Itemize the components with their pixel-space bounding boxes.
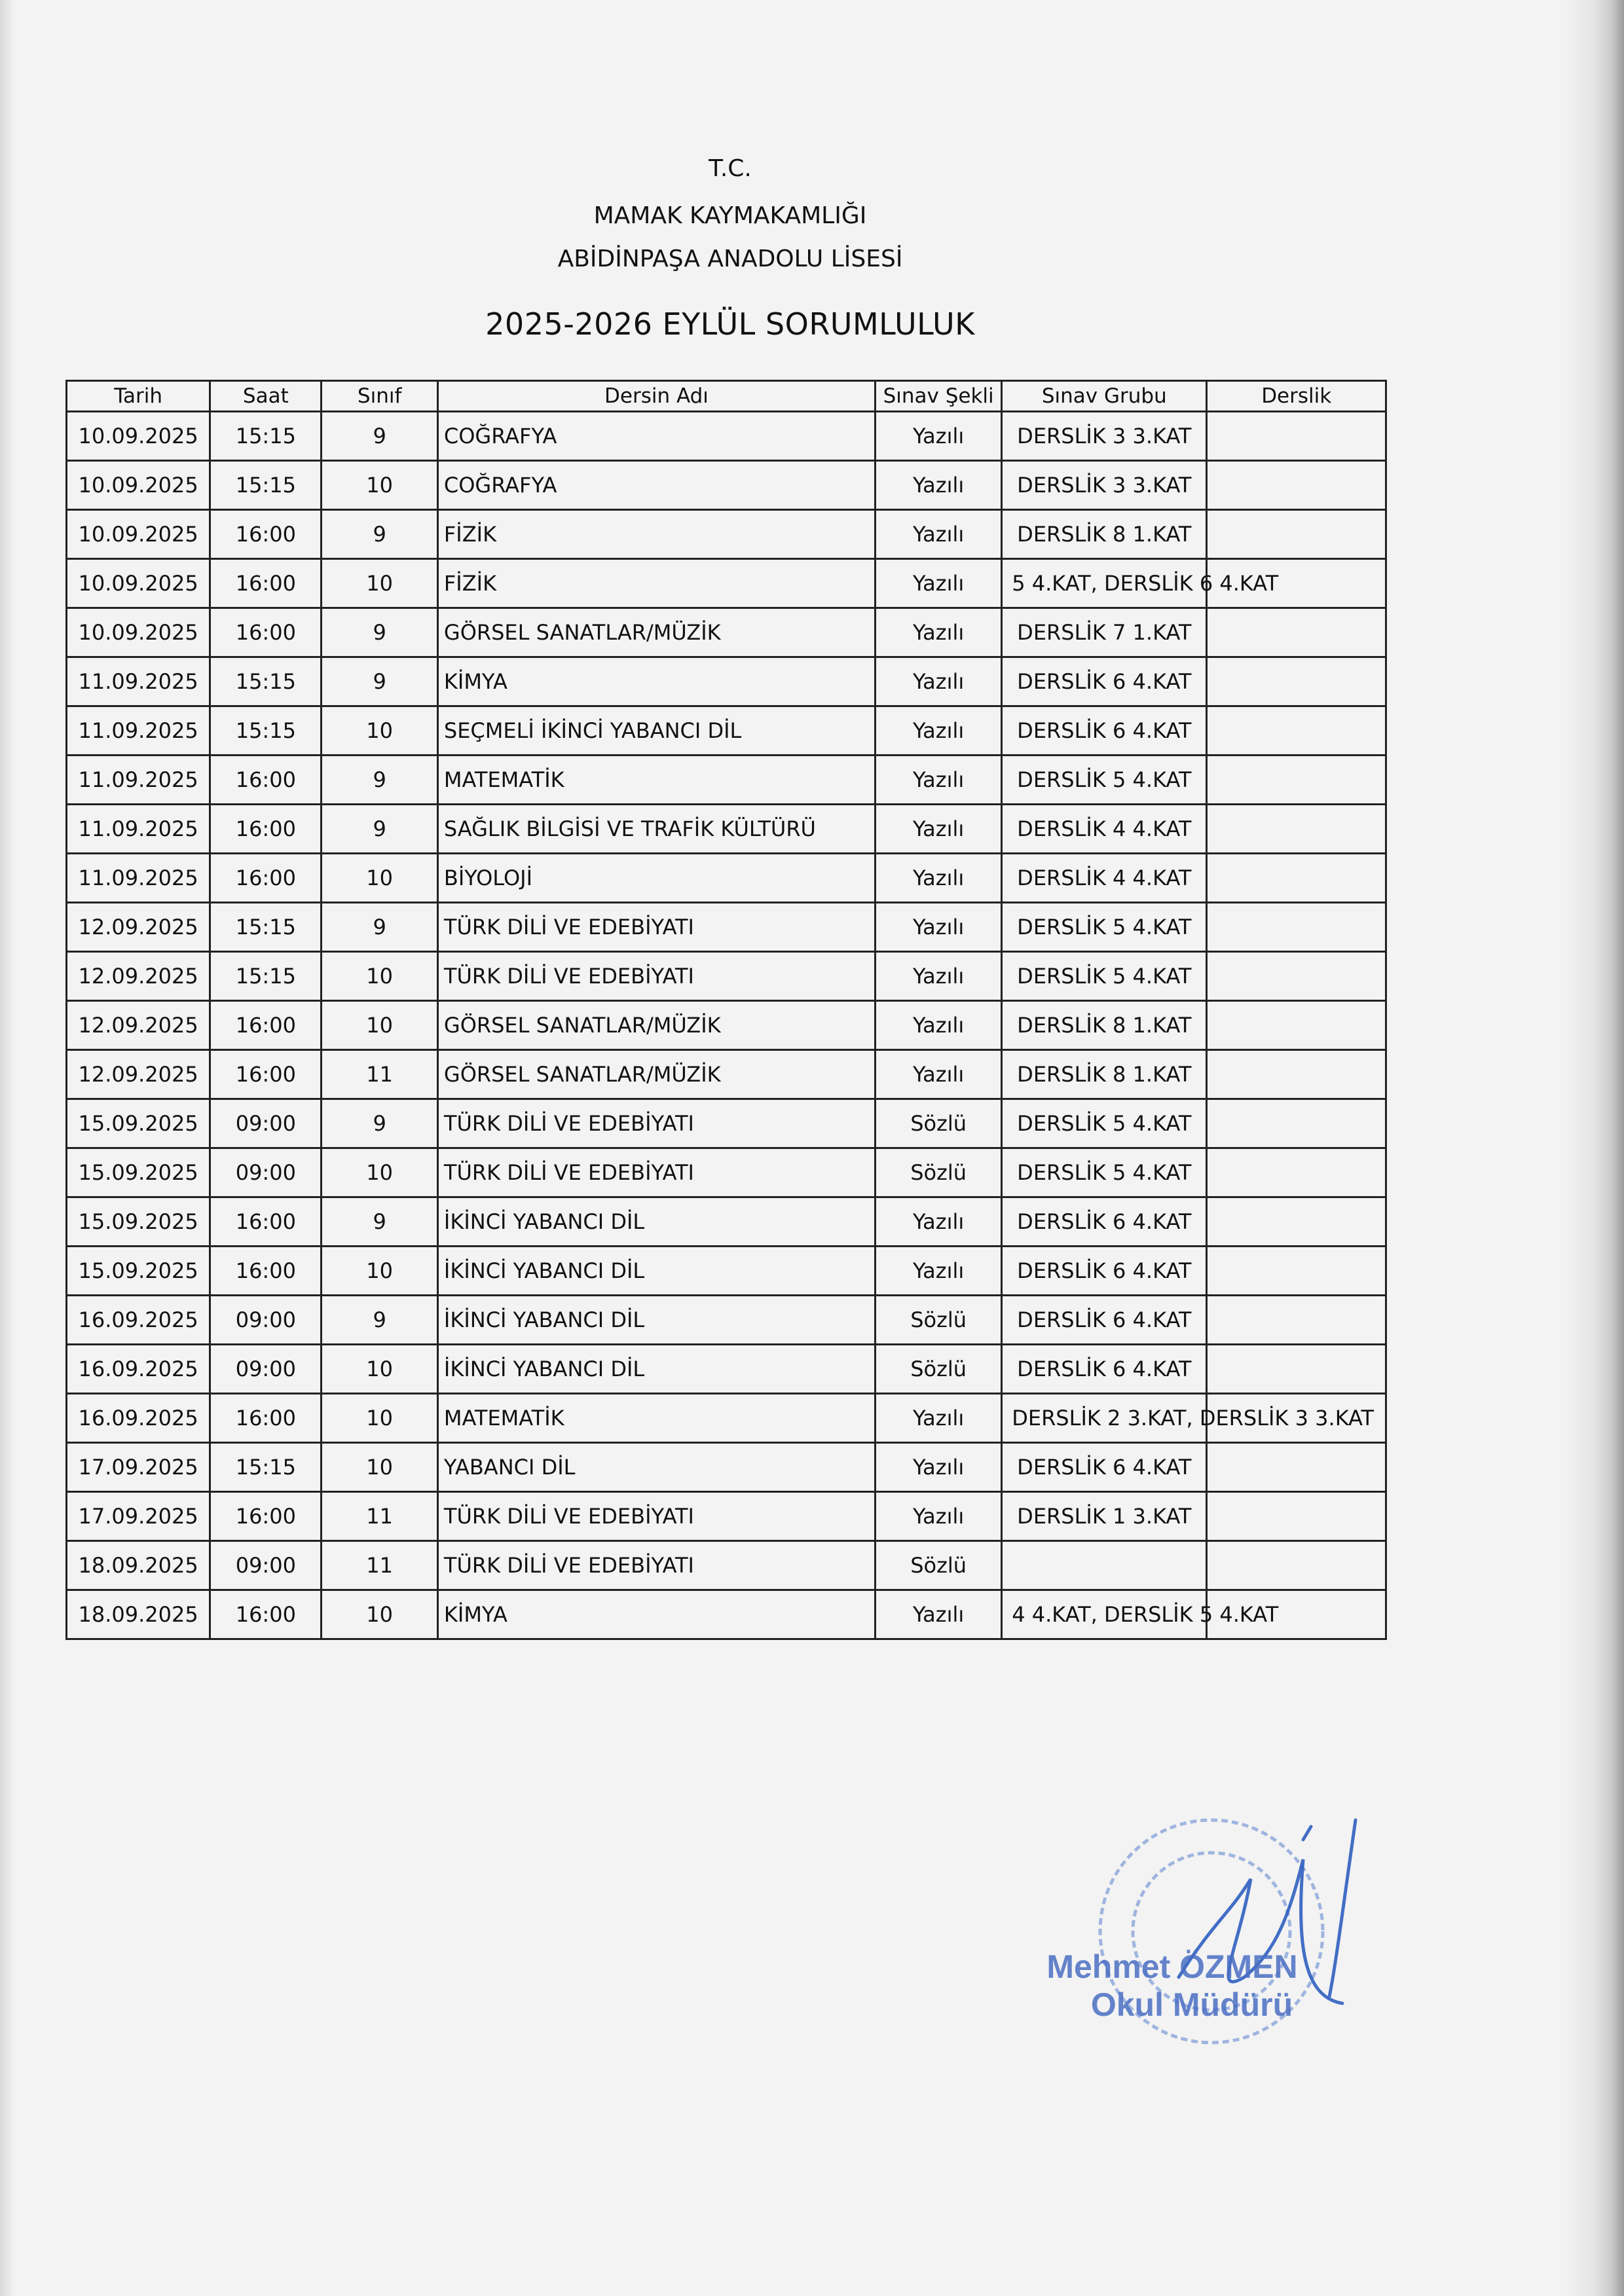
cell-course: FİZİK — [437, 510, 875, 559]
cell-time: 15:15 — [210, 903, 322, 952]
signatory-name: Mehmet ÖZMEN — [1046, 1948, 1298, 1985]
table-header-row — [67, 381, 1386, 412]
cell-exam-type: Yazılı — [876, 412, 1002, 461]
table-row — [67, 461, 1386, 510]
cell-date: 12.09.2025 — [67, 952, 210, 1001]
cell-class: 9 — [322, 1099, 437, 1148]
cell-class: 10 — [322, 952, 437, 1001]
table-row — [67, 1345, 1386, 1394]
cell-exam-type: Sözlü — [876, 1296, 1002, 1345]
cell-classroom — [1207, 756, 1386, 805]
cell-time: 09:00 — [210, 1541, 322, 1590]
table-row — [67, 1050, 1386, 1099]
cell-classroom — [1207, 1541, 1386, 1590]
table-row — [67, 1541, 1386, 1590]
cell-date: 12.09.2025 — [67, 1001, 210, 1050]
cell-class: 10 — [322, 706, 437, 756]
cell-date: 11.09.2025 — [67, 706, 210, 756]
header-line-1: T.C. — [709, 155, 752, 182]
cell-date: 17.09.2025 — [67, 1492, 210, 1541]
cell-date: 16.09.2025 — [67, 1296, 210, 1345]
cell-exam-group: DERSLİK 5 4.KAT — [1002, 756, 1207, 805]
cell-classroom — [1207, 412, 1386, 461]
cell-exam-type: Yazılı — [876, 1247, 1002, 1296]
cell-date: 10.09.2025 — [67, 510, 210, 559]
cell-exam-group: DERSLİK 3 3.KAT — [1002, 412, 1207, 461]
table-row — [67, 854, 1386, 903]
cell-exam-type: Sözlü — [876, 1541, 1002, 1590]
cell-classroom — [1207, 608, 1386, 657]
cell-exam-type: Yazılı — [876, 510, 1002, 559]
column-header-exam-type: Sınav Şekli — [876, 381, 1002, 412]
table-row — [67, 608, 1386, 657]
cell-classroom — [1207, 1296, 1386, 1345]
scan-right-edge — [1565, 0, 1624, 2296]
table-row — [67, 1590, 1386, 1639]
cell-exam-type: Yazılı — [876, 608, 1002, 657]
cell-course: KİMYA — [437, 657, 875, 706]
cell-classroom — [1207, 903, 1386, 952]
cell-time: 09:00 — [210, 1296, 322, 1345]
cell-exam-group: DERSLİK 8 1.KAT — [1002, 1050, 1207, 1099]
cell-exam-group: DERSLİK 6 4.KAT — [1002, 706, 1207, 756]
cell-exam-group: DERSLİK 1 3.KAT — [1002, 1492, 1207, 1541]
cell-class: 9 — [322, 1296, 437, 1345]
cell-exam-group: DERSLİK 3 3.KAT — [1002, 461, 1207, 510]
cell-exam-group: DERSLİK 8 1.KAT — [1002, 510, 1207, 559]
cell-time: 15:15 — [210, 461, 322, 510]
cell-exam-group: DERSLİK 7 1.KAT — [1002, 608, 1207, 657]
cell-course: TÜRK DİLİ VE EDEBİYATI — [437, 1541, 875, 1590]
signatory-title: Okul Müdürü — [1090, 1986, 1293, 2023]
cell-class: 10 — [322, 1443, 437, 1492]
cell-class: 10 — [322, 1590, 437, 1639]
table-row — [67, 1099, 1386, 1148]
cell-time: 16:00 — [210, 1247, 322, 1296]
cell-course: GÖRSEL SANATLAR/MÜZİK — [437, 608, 875, 657]
cell-course: COĞRAFYA — [437, 412, 875, 461]
cell-exam-type: Yazılı — [876, 805, 1002, 854]
table-row — [67, 756, 1386, 805]
cell-exam-group: DERSLİK 5 4.KAT — [1002, 1148, 1207, 1197]
cell-date: 18.09.2025 — [67, 1541, 210, 1590]
table-row — [67, 706, 1386, 756]
cell-time: 16:00 — [210, 805, 322, 854]
cell-exam-type: Yazılı — [876, 1443, 1002, 1492]
cell-exam-group: DERSLİK 4 4.KAT — [1002, 805, 1207, 854]
cell-course: MATEMATİK — [437, 756, 875, 805]
cell-exam-group: DERSLİK 5 4.KAT — [1002, 952, 1207, 1001]
column-header-exam-group: Sınav Grubu — [1002, 381, 1207, 412]
cell-date: 15.09.2025 — [67, 1247, 210, 1296]
cell-exam-type: Yazılı — [876, 1590, 1002, 1639]
cell-classroom — [1207, 805, 1386, 854]
table-row — [67, 1247, 1386, 1296]
cell-exam-group: DERSLİK 5 4.KAT — [1002, 903, 1207, 952]
cell-date: 10.09.2025 — [67, 559, 210, 608]
cell-date: 15.09.2025 — [67, 1099, 210, 1148]
cell-course: İKİNCİ YABANCI DİL — [437, 1247, 875, 1296]
table-row — [67, 510, 1386, 559]
cell-exam-group: DERSLİK 6 4.KAT — [1002, 1345, 1207, 1394]
cell-time: 09:00 — [210, 1099, 322, 1148]
cell-classroom — [1207, 854, 1386, 903]
table-row — [67, 412, 1386, 461]
cell-date: 17.09.2025 — [67, 1443, 210, 1492]
table-row — [67, 657, 1386, 706]
cell-class: 10 — [322, 1394, 437, 1443]
cell-course: TÜRK DİLİ VE EDEBİYATI — [437, 903, 875, 952]
table-row — [67, 1197, 1386, 1247]
cell-course: GÖRSEL SANATLAR/MÜZİK — [437, 1050, 875, 1099]
cell-course: YABANCI DİL — [437, 1443, 875, 1492]
cell-exam-group: 4 4.KAT, DERSLİK 5 4.KAT — [1002, 1590, 1207, 1639]
cell-date: 15.09.2025 — [67, 1197, 210, 1247]
cell-course: TÜRK DİLİ VE EDEBİYATI — [437, 1099, 875, 1148]
cell-class: 9 — [322, 756, 437, 805]
document-title: 2025-2026 EYLÜL SORUMLULUK — [485, 306, 975, 342]
column-header-date: Tarih — [67, 381, 210, 412]
cell-time: 16:00 — [210, 1394, 322, 1443]
cell-time: 16:00 — [210, 608, 322, 657]
cell-exam-type: Yazılı — [876, 952, 1002, 1001]
table-row — [67, 559, 1386, 608]
cell-class: 10 — [322, 1345, 437, 1394]
cell-class: 10 — [322, 1148, 437, 1197]
table-row — [67, 1492, 1386, 1541]
cell-exam-group: DERSLİK 6 4.KAT — [1002, 1443, 1207, 1492]
cell-class: 9 — [322, 903, 437, 952]
table-row — [67, 1296, 1386, 1345]
cell-exam-type: Sözlü — [876, 1099, 1002, 1148]
cell-exam-group: DERSLİK 8 1.KAT — [1002, 1001, 1207, 1050]
cell-exam-group: DERSLİK 5 4.KAT — [1002, 1099, 1207, 1148]
cell-exam-type: Yazılı — [876, 1001, 1002, 1050]
cell-exam-type: Yazılı — [876, 706, 1002, 756]
cell-class: 9 — [322, 510, 437, 559]
cell-exam-type: Sözlü — [876, 1148, 1002, 1197]
cell-date: 11.09.2025 — [67, 854, 210, 903]
cell-course: MATEMATİK — [437, 1394, 875, 1443]
cell-class: 11 — [322, 1492, 437, 1541]
cell-exam-group: DERSLİK 6 4.KAT — [1002, 1247, 1207, 1296]
column-header-time: Saat — [210, 381, 322, 412]
cell-date: 15.09.2025 — [67, 1148, 210, 1197]
cell-date: 11.09.2025 — [67, 805, 210, 854]
table-row — [67, 1148, 1386, 1197]
table-row — [67, 1001, 1386, 1050]
cell-time: 15:15 — [210, 1443, 322, 1492]
cell-time: 16:00 — [210, 510, 322, 559]
cell-date: 11.09.2025 — [67, 756, 210, 805]
column-header-course: Dersin Adı — [437, 381, 875, 412]
cell-class: 9 — [322, 805, 437, 854]
cell-exam-type: Yazılı — [876, 1394, 1002, 1443]
cell-time: 16:00 — [210, 1050, 322, 1099]
cell-course: SAĞLIK BİLGİSİ VE TRAFİK KÜLTÜRÜ — [437, 805, 875, 854]
header-line-3: ABİDİNPAŞA ANADOLU LİSESİ — [557, 246, 903, 272]
table-row — [67, 1443, 1386, 1492]
cell-time: 09:00 — [210, 1148, 322, 1197]
cell-date: 12.09.2025 — [67, 903, 210, 952]
cell-classroom — [1207, 952, 1386, 1001]
cell-time: 16:00 — [210, 1590, 322, 1639]
cell-date: 16.09.2025 — [67, 1394, 210, 1443]
cell-classroom — [1207, 1148, 1386, 1197]
cell-date: 10.09.2025 — [67, 461, 210, 510]
cell-class: 9 — [322, 608, 437, 657]
cell-exam-group: DERSLİK 6 4.KAT — [1002, 1296, 1207, 1345]
cell-course: TÜRK DİLİ VE EDEBİYATI — [437, 1148, 875, 1197]
table-row — [67, 1394, 1386, 1443]
cell-course: İKİNCİ YABANCI DİL — [437, 1296, 875, 1345]
signatory-block — [1008, 1948, 1336, 2024]
cell-time: 15:15 — [210, 657, 322, 706]
cell-classroom — [1207, 657, 1386, 706]
cell-exam-type: Yazılı — [876, 657, 1002, 706]
scan-left-edge — [0, 0, 14, 2296]
cell-exam-type: Sözlü — [876, 1345, 1002, 1394]
cell-class: 11 — [322, 1541, 437, 1590]
cell-exam-type: Yazılı — [876, 1492, 1002, 1541]
cell-exam-group: 5 4.KAT, DERSLİK 6 4.KAT — [1002, 559, 1207, 608]
cell-date: 18.09.2025 — [67, 1590, 210, 1639]
cell-course: KİMYA — [437, 1590, 875, 1639]
cell-time: 16:00 — [210, 756, 322, 805]
cell-course: GÖRSEL SANATLAR/MÜZİK — [437, 1001, 875, 1050]
cell-date: 10.09.2025 — [67, 412, 210, 461]
cell-classroom — [1207, 461, 1386, 510]
cell-course: COĞRAFYA — [437, 461, 875, 510]
cell-time: 16:00 — [210, 854, 322, 903]
cell-time: 09:00 — [210, 1345, 322, 1394]
cell-date: 10.09.2025 — [67, 608, 210, 657]
cell-exam-type: Yazılı — [876, 903, 1002, 952]
cell-exam-type: Yazılı — [876, 559, 1002, 608]
cell-date: 12.09.2025 — [67, 1050, 210, 1099]
cell-exam-type: Yazılı — [876, 461, 1002, 510]
schedule-table — [65, 380, 1387, 1640]
cell-time: 16:00 — [210, 1197, 322, 1247]
cell-course: TÜRK DİLİ VE EDEBİYATI — [437, 1492, 875, 1541]
cell-class: 10 — [322, 559, 437, 608]
table-row — [67, 903, 1386, 952]
cell-classroom — [1207, 1247, 1386, 1296]
cell-exam-type: Yazılı — [876, 854, 1002, 903]
cell-class: 9 — [322, 1197, 437, 1247]
cell-classroom — [1207, 1001, 1386, 1050]
header-line-2: MAMAK KAYMAKAMLIĞI — [593, 202, 867, 229]
cell-course: FİZİK — [437, 559, 875, 608]
cell-exam-group: DERSLİK 4 4.KAT — [1002, 854, 1207, 903]
cell-exam-group: DERSLİK 6 4.KAT — [1002, 1197, 1207, 1247]
cell-class: 10 — [322, 1247, 437, 1296]
cell-exam-group: DERSLİK 6 4.KAT — [1002, 657, 1207, 706]
cell-time: 15:15 — [210, 706, 322, 756]
cell-class: 9 — [322, 657, 437, 706]
cell-classroom — [1207, 1050, 1386, 1099]
cell-time: 15:15 — [210, 412, 322, 461]
cell-classroom — [1207, 1099, 1386, 1148]
cell-course: SEÇMELİ İKİNCİ YABANCI DİL — [437, 706, 875, 756]
cell-time: 15:15 — [210, 952, 322, 1001]
table-row — [67, 952, 1386, 1001]
cell-exam-group: DERSLİK 2 3.KAT, DERSLİK 3 3.KAT — [1002, 1394, 1207, 1443]
cell-class: 10 — [322, 1001, 437, 1050]
cell-classroom — [1207, 1345, 1386, 1394]
cell-course: İKİNCİ YABANCI DİL — [437, 1345, 875, 1394]
cell-date: 16.09.2025 — [67, 1345, 210, 1394]
cell-classroom — [1207, 706, 1386, 756]
schedule-body — [67, 412, 1386, 1639]
cell-exam-type: Yazılı — [876, 756, 1002, 805]
cell-classroom — [1207, 510, 1386, 559]
column-header-classroom: Derslik — [1207, 381, 1386, 412]
cell-classroom — [1207, 1443, 1386, 1492]
cell-class: 11 — [322, 1050, 437, 1099]
cell-course: İKİNCİ YABANCI DİL — [437, 1197, 875, 1247]
cell-exam-type: Yazılı — [876, 1197, 1002, 1247]
table-row — [67, 805, 1386, 854]
cell-time: 16:00 — [210, 1001, 322, 1050]
cell-time: 16:00 — [210, 559, 322, 608]
cell-course: BİYOLOJİ — [437, 854, 875, 903]
cell-exam-type: Yazılı — [876, 1050, 1002, 1099]
cell-course: TÜRK DİLİ VE EDEBİYATI — [437, 952, 875, 1001]
cell-classroom — [1207, 1197, 1386, 1247]
cell-class: 9 — [322, 412, 437, 461]
cell-class: 10 — [322, 854, 437, 903]
cell-exam-group — [1002, 1541, 1207, 1590]
cell-class: 10 — [322, 461, 437, 510]
column-header-class: Sınıf — [322, 381, 437, 412]
cell-date: 11.09.2025 — [67, 657, 210, 706]
cell-classroom — [1207, 1492, 1386, 1541]
cell-time: 16:00 — [210, 1492, 322, 1541]
